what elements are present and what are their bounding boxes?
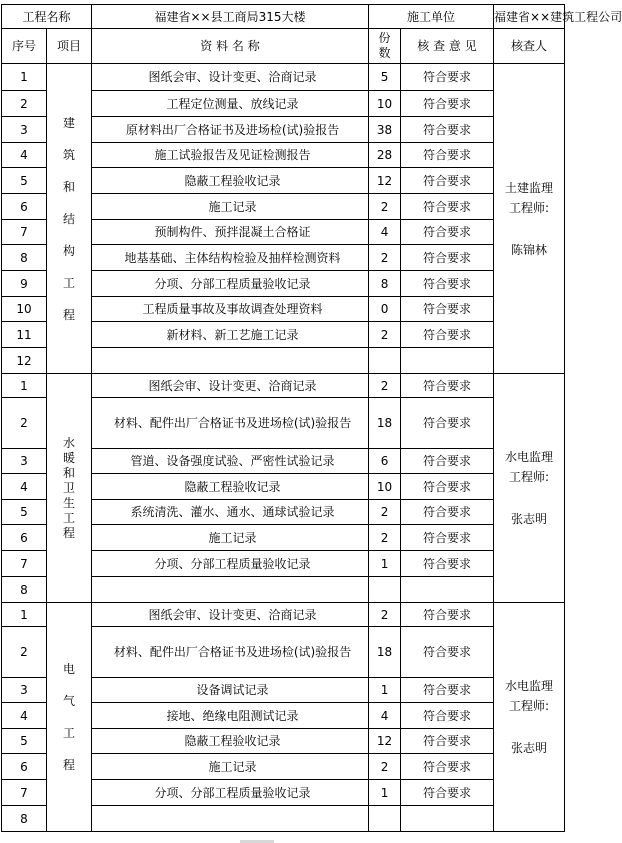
inspector-cell <box>494 603 565 832</box>
copies: 18 <box>369 398 401 449</box>
opinion: 符合要求 <box>401 64 494 91</box>
opinion: 符合要求 <box>401 780 494 806</box>
copies: 4 <box>369 703 401 729</box>
copies: 1 <box>369 551 401 577</box>
doc-name: 施工试验报告及见证检测报告 <box>92 143 369 168</box>
doc-name: 图纸会审、设计变更、洽商记录 <box>92 603 369 627</box>
opinion: 符合要求 <box>401 220 494 245</box>
doc-name: 材料、配件出厂合格证书及进场检(试)验报告 <box>92 627 369 678</box>
copies: 4 <box>369 220 401 245</box>
copies: 12 <box>369 729 401 754</box>
inspection-table <box>1 4 622 832</box>
opinion: 符合要求 <box>401 322 494 348</box>
doc-name: 分项、分部工程质量验收记录 <box>92 271 369 297</box>
inspector-name: 张志明 <box>511 741 548 755</box>
table-body <box>2 5 622 832</box>
doc-name: 预制构件、预拌混凝土合格证 <box>92 220 369 245</box>
row-no: 7 <box>2 780 47 806</box>
opinion: 符合要求 <box>401 194 494 220</box>
doc-name: 新材料、新工艺施工记录 <box>92 322 369 348</box>
category-char: 和 <box>63 465 76 480</box>
project-label: 工程名称 <box>2 5 92 29</box>
opinion: 符合要求 <box>401 91 494 117</box>
row-no: 9 <box>2 271 47 297</box>
category-char: 卫 <box>63 480 76 495</box>
row-no: 10 <box>2 297 47 322</box>
opinion: 符合要求 <box>401 703 494 729</box>
doc-name: 管道、设备强度试验、严密性试验记录 <box>92 449 369 474</box>
copies: 2 <box>369 245 401 271</box>
copies <box>369 806 401 832</box>
row-no: 5 <box>2 168 47 194</box>
inspector-title: 工程师: <box>508 699 550 713</box>
doc-name: 施工记录 <box>92 754 369 780</box>
row-no: 1 <box>2 603 47 627</box>
category-label <box>47 436 91 541</box>
category-char: 气 <box>63 694 76 708</box>
opinion: 符合要求 <box>401 525 494 551</box>
copies: 0 <box>369 297 401 322</box>
row-no: 8 <box>2 806 47 832</box>
spacer <box>494 218 564 240</box>
doc-name: 工程定位测量、放线记录 <box>92 91 369 117</box>
opinion: 符合要求 <box>401 398 494 449</box>
doc-name: 隐蔽工程验收记录 <box>92 729 369 754</box>
copies: 2 <box>369 525 401 551</box>
category-char: 暖 <box>63 450 76 465</box>
table-row <box>2 374 565 398</box>
copies: 28 <box>369 143 401 168</box>
doc-name: 图纸会审、设计变更、洽商记录 <box>92 64 369 91</box>
category-label <box>47 653 91 781</box>
copies: 38 <box>369 117 401 143</box>
col-no: 序号 <box>2 29 47 64</box>
row-no: 2 <box>2 91 47 117</box>
opinion: 符合要求 <box>401 678 494 703</box>
copies: 18 <box>369 627 401 678</box>
row-no: 2 <box>2 398 47 449</box>
inspector-name: 张志明 <box>511 512 548 526</box>
inspector-title: 工程师: <box>508 200 550 215</box>
row-no: 3 <box>2 678 47 703</box>
doc-name: 分项、分部工程质量验收记录 <box>92 551 369 577</box>
copies: 12 <box>369 168 401 194</box>
row-no: 8 <box>2 577 47 603</box>
copies: 10 <box>369 91 401 117</box>
copies: 1 <box>369 780 401 806</box>
doc-name: 系统清洗、灌水、通水、通球试验记录 <box>92 500 369 525</box>
opinion: 符合要求 <box>401 500 494 525</box>
opinion: 符合要求 <box>401 474 494 500</box>
category-char: 生 <box>63 495 76 510</box>
copies: 2 <box>369 603 401 627</box>
doc-name: 隐蔽工程验收记录 <box>92 168 369 194</box>
opinion: 符合要求 <box>401 297 494 322</box>
row-no: 6 <box>2 754 47 780</box>
category-char: 工 <box>63 726 76 740</box>
copies: 8 <box>369 271 401 297</box>
contractor-name: 福建省××建筑工程公司 <box>494 5 565 29</box>
column-header-row <box>2 29 565 64</box>
inspector-title: 工程师: <box>508 470 550 484</box>
opinion <box>401 806 494 832</box>
opinion: 符合要求 <box>401 271 494 297</box>
spacer <box>494 716 564 738</box>
opinion: 符合要求 <box>401 603 494 627</box>
category-char: 工 <box>63 275 76 290</box>
category-char: 程 <box>63 525 76 540</box>
header-row <box>2 5 565 29</box>
doc-name: 接地、绝缘电阻测试记录 <box>92 703 369 729</box>
copies: 6 <box>369 449 401 474</box>
opinion: 符合要求 <box>401 449 494 474</box>
doc-name <box>92 806 369 832</box>
opinion: 符合要求 <box>401 143 494 168</box>
category-char: 电 <box>63 662 76 676</box>
inspector-title: 土建监理 <box>505 180 554 195</box>
doc-name <box>92 577 369 603</box>
row-no: 1 <box>2 64 47 91</box>
copies <box>369 577 401 603</box>
row-no: 2 <box>2 627 47 678</box>
doc-name: 图纸会审、设计变更、洽商记录 <box>92 374 369 398</box>
category-char: 程 <box>63 307 76 322</box>
opinion <box>401 348 494 374</box>
category-char: 工 <box>63 510 76 525</box>
category-char: 程 <box>63 758 76 772</box>
row-no: 4 <box>2 143 47 168</box>
row-no: 7 <box>2 551 47 577</box>
row-no: 11 <box>2 322 47 348</box>
category-label <box>47 107 91 331</box>
row-no: 5 <box>2 729 47 754</box>
copies: 10 <box>369 474 401 500</box>
copies: 5 <box>369 64 401 91</box>
row-no: 1 <box>2 374 47 398</box>
category-char: 构 <box>63 243 76 258</box>
row-no: 8 <box>2 245 47 271</box>
row-no: 4 <box>2 703 47 729</box>
inspector-cell <box>494 374 565 603</box>
opinion: 符合要求 <box>401 245 494 271</box>
row-no: 5 <box>2 500 47 525</box>
doc-name: 施工记录 <box>92 525 369 551</box>
col-item: 项目 <box>47 29 92 64</box>
opinion: 符合要求 <box>401 168 494 194</box>
copies: 2 <box>369 194 401 220</box>
col-opinion: 核 查 意 见 <box>401 29 494 64</box>
category-char: 建 <box>63 115 76 130</box>
doc-name: 施工记录 <box>92 194 369 220</box>
doc-name: 设备调试记录 <box>92 678 369 703</box>
copies: 2 <box>369 500 401 525</box>
doc-name: 材料、配件出厂合格证书及进场检(试)验报告 <box>92 398 369 449</box>
copies <box>369 348 401 374</box>
row-no: 3 <box>2 449 47 474</box>
opinion: 符合要求 <box>401 117 494 143</box>
row-no: 6 <box>2 525 47 551</box>
copies: 2 <box>369 322 401 348</box>
table-row <box>2 603 565 627</box>
opinion: 符合要求 <box>401 754 494 780</box>
row-no: 12 <box>2 348 47 374</box>
opinion: 符合要求 <box>401 374 494 398</box>
row-no: 6 <box>2 194 47 220</box>
doc-name: 地基基础、主体结构检验及抽样检测资料 <box>92 245 369 271</box>
copies: 2 <box>369 374 401 398</box>
category-cell <box>47 64 92 374</box>
doc-name: 工程质量事故及事故调查处理资料 <box>92 297 369 322</box>
category-char: 筑 <box>63 147 76 162</box>
category-char: 结 <box>63 211 76 226</box>
opinion <box>401 577 494 603</box>
col-doc-name: 资 料 名 称 <box>92 29 369 64</box>
category-char: 水 <box>63 435 76 450</box>
table-row <box>2 64 565 91</box>
category-char: 和 <box>63 179 76 194</box>
doc-name <box>92 348 369 374</box>
doc-name: 隐蔽工程验收记录 <box>92 474 369 500</box>
opinion: 符合要求 <box>401 729 494 754</box>
doc-name: 分项、分部工程质量验收记录 <box>92 780 369 806</box>
inspector-title: 水电监理 <box>505 450 554 464</box>
row-no: 4 <box>2 474 47 500</box>
opinion: 符合要求 <box>401 627 494 678</box>
row-no: 3 <box>2 117 47 143</box>
copies: 1 <box>369 678 401 703</box>
copies: 2 <box>369 754 401 780</box>
doc-name: 原材料出厂合格证书及进场检(试)验报告 <box>92 117 369 143</box>
inspector-cell <box>494 64 565 374</box>
col-inspector: 核查人 <box>494 29 565 64</box>
category-cell <box>47 603 92 832</box>
col-copies: 份数 <box>369 29 401 64</box>
inspector-title: 水电监理 <box>505 679 554 693</box>
contractor-label: 施工单位 <box>369 5 494 29</box>
spacer <box>494 487 564 509</box>
project-name: 福建省××县工商局315大楼 <box>92 5 369 29</box>
category-cell <box>47 374 92 603</box>
inspector-name: 陈锦林 <box>511 242 548 257</box>
opinion: 符合要求 <box>401 551 494 577</box>
row-no: 7 <box>2 220 47 245</box>
